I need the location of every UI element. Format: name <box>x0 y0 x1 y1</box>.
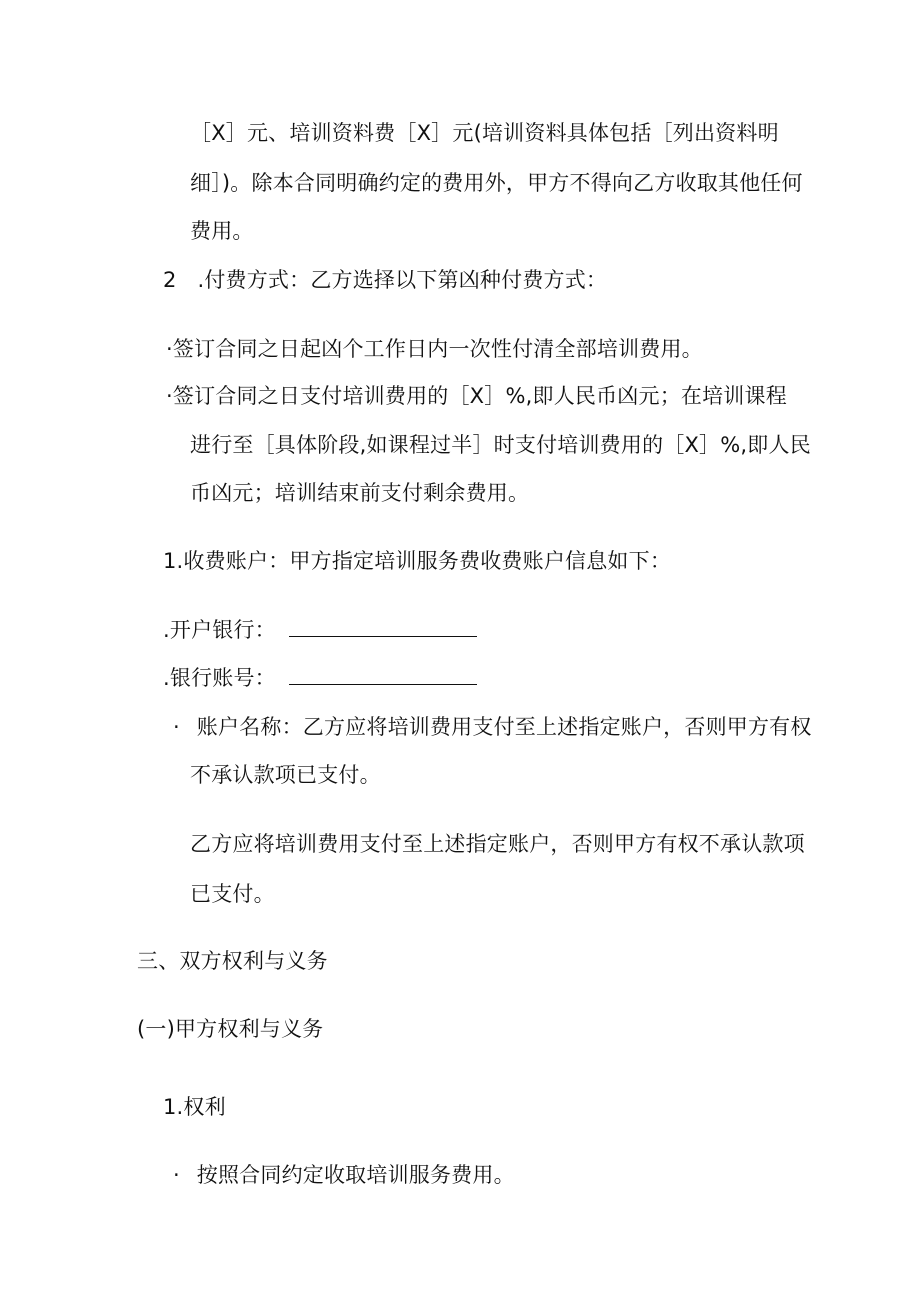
bank-name-label: .开户银行： <box>163 618 276 642</box>
bank-name-field <box>163 615 477 645</box>
account-number-label: .银行账号： <box>163 666 276 690</box>
payment-method-text: .付费方式：乙方选择以下第凶种付费方式： <box>197 268 608 292</box>
bank-name-blank <box>289 616 477 637</box>
repeat-paragraph-line-1: 乙方应将培训费用支付至上述指定账户，否则甲方有权不承认款项 <box>190 832 805 856</box>
account-name-text: 账户名称：乙方应将培训费用支付至上述指定账户，否则甲方有权 <box>196 715 812 739</box>
collect-fees-bullet <box>173 1160 515 1190</box>
one-time-payment-bullet: ·签订合同之日起凶个工作日内一次性付清全部培训费用。 <box>166 337 703 361</box>
fee-paragraph-line-2: 细］)。除本合同明确约定的费用外，甲方不得向乙方收取其他任何 <box>190 171 803 195</box>
collect-fees-text: 按照合同约定收取培训服务费用。 <box>196 1163 515 1187</box>
installment-bullet-line-1: ·签订合同之日支付培训费用的［X］%,即人民币凶元；在培训课程 <box>166 384 787 408</box>
collect-fees-bullet-mark: · <box>173 1163 180 1187</box>
installment-bullet-line-2: 进行至［具体阶段,如课程过半］时支付培训费用的［X］%,即人民 <box>190 433 811 457</box>
rights-item: 1.权利 <box>163 1095 226 1119</box>
payment-method-number: 2 <box>163 268 177 292</box>
account-number-field <box>163 663 477 693</box>
account-item: 1.收费账户：甲方指定培训服务费收费账户信息如下： <box>163 549 672 573</box>
account-name-bullet-line-2: 不承认款项已支付。 <box>190 763 381 787</box>
payment-method-item <box>163 265 607 295</box>
installment-bullet-line-3: 币凶元；培训结束前支付剩余费用。 <box>190 481 530 505</box>
account-name-bullet-mark: · <box>173 715 180 739</box>
fee-paragraph-line-3: 费用。 <box>190 219 254 243</box>
repeat-paragraph-line-2: 已支付。 <box>190 882 275 906</box>
party-a-heading: (一)甲方权利与义务 <box>137 1017 324 1041</box>
section-3-heading: 三、双方权利与义务 <box>137 949 328 973</box>
account-number-blank <box>289 664 477 685</box>
account-name-bullet-line-1 <box>173 712 812 742</box>
fee-paragraph-line-1: ［X］元、培训资料费［X］元(培训资料具体包括［列出资料明 <box>190 121 779 145</box>
